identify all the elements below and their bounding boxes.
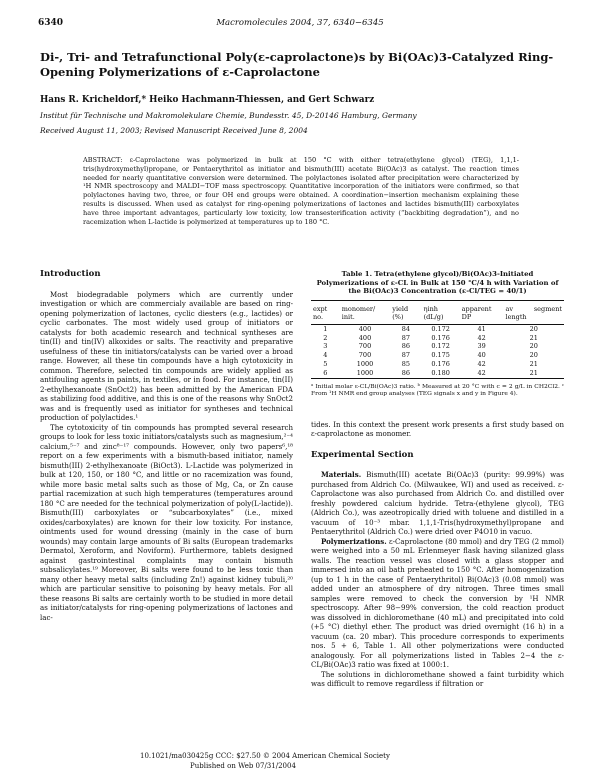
- table-cell: 0.172: [431, 324, 450, 333]
- polymerizations-label: Polymerizations.: [321, 536, 387, 546]
- experimental-heading: Experimental Section: [311, 449, 414, 460]
- materials-label: Materials.: [321, 470, 362, 480]
- polymerizations-paragraph: [311, 537, 564, 670]
- table-cell: 3: [323, 342, 328, 351]
- materials-text: Bismuth(III) acetate Bi(OAc)3 (purity: 99.99%) was purchased from Aldrich Co. (Milwaukee, WI) and used as received. ε-Caprolactone was also purchased from Aldrich Co. and distilled over freshly powdered calcium hydride. Tetra-(ethylene glycol), TEG (Aldrich Co.), was azeotropically dried with toluene and distilled in a vacuum of 10⁻³ mbar. 1,1,1-Tris(hydroxymethyl)propane and Pentaerythritol (Aldrich Co.) were dried over P4O10 in vacuo.: [311, 470, 564, 537]
- table-cell: 87: [401, 351, 411, 360]
- intro-paragraph-1: Most biodegradable polymers which are currently under investigation or which are commercialy available are based on ring-opening polymerization of lactones, cyclic diesters (e.g., lactides) or cyclic carbonates. The most widely used group of initiators or catalysts for both academic research and technical syntheses are tin(II) and tin(IV) alkoxides or salts. The reactivity and preparative usefulness of these tin initiators/catalysts can be varied over a broad range. However, all these tin compounds have a high cytotoxicity in common. Therefore, selected tin compounds are widely applied as antifouling agents in paints, in textiles, or in food. For instance, tin(II) 2-ethylhexanoate (SnOct2) has been admitted by the American FDA as stabilizing food additive, and this is one of the reasons why SnOct2 was and is frequently used as initiator for syntheses and technical production of polylactides.¹: [40, 289, 293, 422]
- intro-paragraph-2: The cytotoxicity of tin compounds has prompted several research groups to look for less toxic initiators/catalysts such as magnesium,²⁻⁴ calcium,⁵⁻⁷ and zinc⁸⁻¹⁷ compounds. However, only two papers⁶,¹⁸ report on a few experiments with a bismuth-based initiator, namely bismuth(III) 2-ethylhexanoate (BiOct3). L-Lactide was polymerized in bulk at 120, 150, or 180 °C, and little or no racemization was found, while more basic metal salts such as those of Mg, Ca, or Zn cause partial racemization at such high temperatures (temperatures around 180 °C are needed for the technical polymerization of poly(L-lactide)). Bismuth(III) carboxylates or “subcarboxylates” (i.e., mixed oxides/carboxylates) are known for their low toxicity. For instance, ointments used for wound dressing (mainly in the case of burn wounds) may contain large amounts of Bi salts (European trademarks Dermatol, Xeroform, and Noviform). Furthermore, tablets designed against gastrointestinal complaints may contain bismuth subsalicylates.¹⁹ Moreover, Bi salts were found to be less toxic than many other heavy metal salts (including Zn!) against kidney tubuli,²⁰ which are particular sensitive to poisoning by heavy metals. For all these reasons Bi salts are certainly worth to be studied in more detail as initiator/catalysts for ring-opening polymerizations of lactones and lac-: [40, 422, 293, 622]
- table-cell: 6: [323, 368, 328, 377]
- table-row: [311, 334, 564, 343]
- col-header-expt: expt no.: [313, 304, 328, 321]
- table-caption: Table 1. Tetra(ethylene glycol)/Bi(OAc)3-Initiated Polymerizations of ε-CL in Bulk at 150 °C/4 h with Variation of the Bi(OAc)3 Concentration (ε-Cl/TEG = 40/1): [316, 270, 559, 296]
- running-head: [38, 18, 562, 30]
- table-cell: 700: [358, 342, 372, 351]
- col-header-monomer-init: monomer/ init.: [341, 304, 376, 321]
- table-cell: 2: [323, 333, 328, 342]
- table-row: [311, 351, 564, 360]
- abstract: ABSTRACT: ε-Caprolactone was polymerized in bulk at 150 °C with either tetra(ethylene glycol) (TEG), 1,1,1-tris(hydroxymethyl)propane, or Pentaerythritol as initiator and bismuth(III) acetate Bi(OAc)3 as catalyst. The reaction times needed for nearly quantitative conversion were determined. The polylactones isolated after precipitation were characterized by ¹H NMR spectroscopy and MALDI−TOF mass spectroscopy. Quantitative incorporation of the initiators were confirmed, so that polylactones having two, three, or four OH end groups were obtained. A coordination−insertion mechanism explaining these results is discussed. When used as catalyst for ring-opening polymerizations of lactones and lactides bismuth(III) carboxylates have three important advantages, particularly low toxicity, low transesterification activity (“backbiting degradation”), and no racemization when L-lactide is polymerized at temperatures up to 180 °C.: [83, 156, 519, 226]
- table-cell: 21: [529, 368, 538, 377]
- table-cell: 21: [529, 333, 538, 342]
- page-number: 6340: [38, 18, 64, 28]
- published-date: Published on Web 07/31/2004: [190, 762, 296, 770]
- table-cell: 400: [358, 333, 372, 342]
- col-header-viscosity: ηinh (dL/g): [423, 304, 444, 321]
- col-header-apparent-dp: apparent DP: [461, 304, 492, 321]
- table-cell: 86: [401, 342, 411, 351]
- table-footnote: ᵃ Initial molar ε-CL/Bi(OAc)3 ratio. ᵇ Measured at 20 °C with c = 2 g/L in CH2Cl2. ᶜ From ¹H NMR end group analyses (TEG signals x and y in Figure 4).: [311, 382, 564, 398]
- table-cell: 42: [477, 359, 486, 368]
- table-cell: 0.176: [431, 359, 450, 368]
- affiliation: Institut für Technische und Makromolekulare Chemie, Bundesstr. 45, D-20146 Hamburg, Germany: [40, 111, 417, 120]
- table-cell: 5: [323, 359, 328, 368]
- table-cell: 42: [477, 368, 486, 377]
- table-cell: 0.180: [431, 368, 450, 377]
- table-header-row: [311, 300, 564, 324]
- table-cell: 87: [401, 333, 411, 342]
- right-column: [311, 270, 564, 689]
- table-cell: 42: [477, 333, 486, 342]
- data-table: [311, 300, 564, 379]
- table-cell: 1000: [356, 368, 374, 377]
- table-cell: 84: [401, 324, 411, 333]
- table-cell: 20: [529, 324, 538, 333]
- table-cell: 85: [401, 359, 411, 368]
- col-header-yield: yield (%): [392, 304, 409, 321]
- introduction-heading: Introduction: [40, 269, 101, 279]
- table-row: [311, 324, 564, 333]
- journal-reference: Macromolecules 2004, 37, 6340−6345: [216, 18, 384, 28]
- table-cell: 700: [358, 351, 372, 360]
- table-cell: 0.176: [431, 333, 450, 342]
- table-cell: 40: [477, 351, 486, 360]
- table-row: [311, 342, 564, 351]
- article-title: Di-, Tri- and Tetrafunctional Poly(ε-caprolactone)s by Bi(OAc)3-Catalyzed Ring-Opening Polymerizations of ε-Caprolactone: [40, 50, 554, 79]
- polymerizations-text: ε-Caprolactone (80 mmol) and dry TEG (2 mmol) were weighed into a 50 mL Erlenmeyer flask having silanized glass walls. The reaction vessel was closed with a glass stopper and immersed into an oil bath preheated to 150 °C. After homogenization (up to 1 h in the case of Pentaerythritol) Bi(OAc)3 (0.08 mmol) was added under an atmosphere of dry nitrogen. Three times small samples were removed to check the conversion by ¹H NMR spectroscopy. After 98−99% conversion, the cold reaction product was dissolved in dichloromethane (40 mL) and precipitated into cold (+5 °C) diethyl ether. The product was dried overnight (16 h) in a vacuum (ca. 20 mbar). This procedure corresponds to experiments nos. 5 + 6, Table 1. All other polymerizations were conducted analogously. For all polymerizations listed in Tables 2−4 the ε-CL/Bi(OAc)3 ratio was fixed at 1000:1.: [311, 536, 564, 670]
- table-cell: 20: [529, 342, 538, 351]
- doi-line: 10.1021/ma030425g CCC: $27.50 © 2004 American Chemical Society: [140, 752, 390, 760]
- table-row: [311, 360, 564, 369]
- table-cell: 39: [477, 342, 486, 351]
- table-cell: 400: [358, 324, 372, 333]
- table-cell: 0.175: [431, 351, 450, 360]
- table-cell: 0.172: [431, 342, 450, 351]
- table-cell: 1: [323, 324, 328, 333]
- table-cell: 21: [529, 359, 538, 368]
- table-cell: 20: [529, 351, 538, 360]
- table-cell: 1000: [356, 359, 374, 368]
- received-dates: Received August 11, 2003; Revised Manuscript Received June 8, 2004: [40, 126, 308, 135]
- author-list: Hans R. Kricheldorf,* Heiko Hachmann-Thiessen, and Gert Schwarz: [40, 95, 375, 105]
- last-paragraph: The solutions in dichloromethane showed a faint turbidity which was difficult to remove regardless if filtration or: [311, 669, 564, 689]
- table-cell: 4: [323, 351, 328, 360]
- table-cell: 86: [401, 368, 411, 377]
- col-header-segment-length: av segment length: [505, 304, 562, 321]
- table-cell: 41: [477, 324, 486, 333]
- table-row: [311, 369, 564, 378]
- left-column: [40, 270, 293, 622]
- materials-paragraph: [311, 470, 564, 537]
- continuation-paragraph: tides. In this context the present work presents a first study based on ε-caprolactone as monomer.: [311, 419, 564, 439]
